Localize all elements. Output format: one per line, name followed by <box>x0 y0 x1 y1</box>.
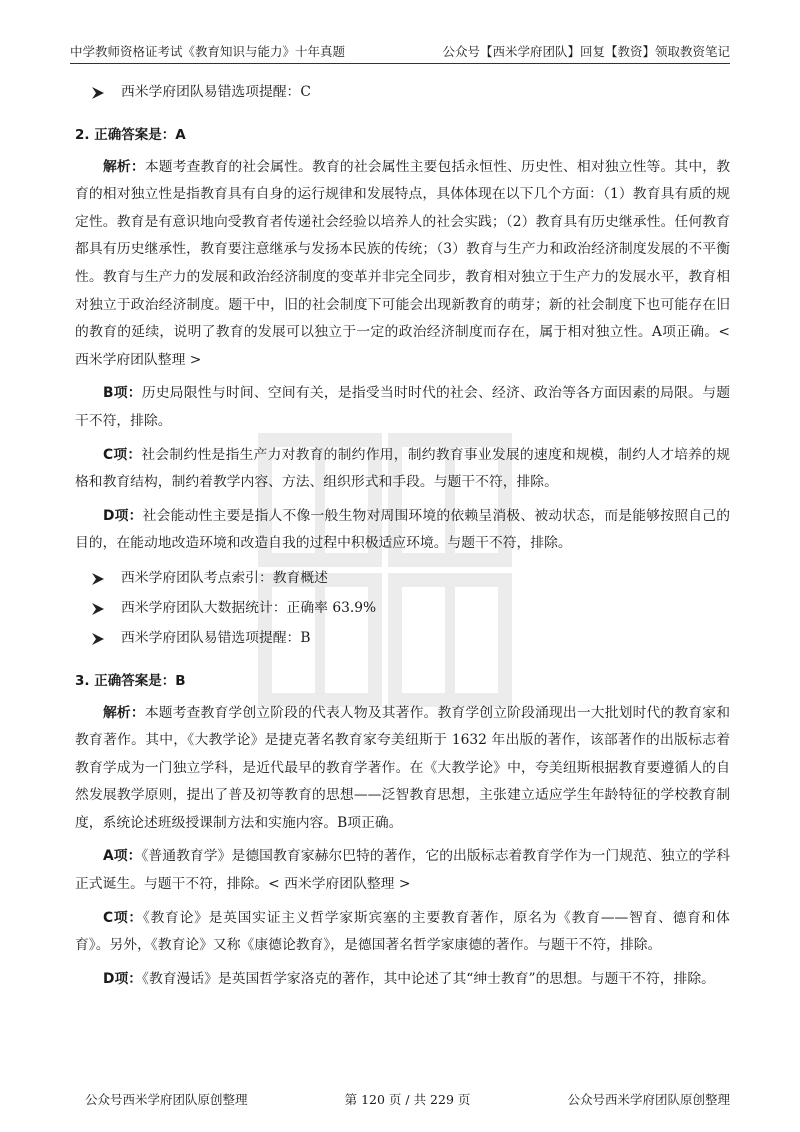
header-left: 中学教师资格证考试《教育知识与能力》十年真题 <box>70 44 346 59</box>
arrow-bullet-icon <box>91 632 105 646</box>
page-footer <box>85 1090 730 1108</box>
arrow-bullet-icon <box>91 86 105 100</box>
arrow-bullet-icon <box>91 572 105 586</box>
page-number: 第 120 页 / 共 229 页 <box>344 1092 471 1107</box>
list-item: 西米学府团队易错选项提醒：C <box>91 78 730 108</box>
list-item: 西米学府团队易错选项提醒：B <box>91 624 730 654</box>
page-content <box>75 78 730 999</box>
footer-left: 公众号西米学府团队原创整理 <box>85 1092 248 1107</box>
q3-option-d: D项：《教育漫话》是英国哲学家洛克的著作，其中论述了其“绅士教育”的思想。与题干不符，排除。 <box>103 970 715 987</box>
q2-option-b: B项：历史局限性与时间、空间有关，是指受当时时代的社会、经济、政治等各方面因素的局限。与题干不符，排除。 <box>75 385 730 429</box>
q2-analysis: 解析：本题考查教育的社会属性。教育的社会属性主要包括永恒性、历史性、相对独立性等。其中，教育的相对独立性是指教育具有自身的运行规律和发展特点，具体体现在以下几个方面：（1）教育具有质的规定性。教育是有意识地向受教育者传递社会经验以培养人的社会实践；（2）教育具有历史继承性。任何教育都具有历史继承性，教育要注意继承与发扬本民族的传统；（3）教育与生产力和政治经济制度发展的不平衡性。教育与生产力的发展和政治经济制度的变革并非完全同步，教育相对独立于生产力的发展水平，教育相对独立于政治经济制度。题干中，旧的社会制度下可能会出现新教育的萌芽；新的社会制度下也可能存在旧的教育的延续，说明了教育的发展可以独立于一定的政治经济制度而存在，属于相对独立性。A项正确。< 西米学府团队整理 > <box>75 158 731 368</box>
page-header <box>70 38 730 64</box>
q2-option-d: D项：社会能动性主要是指人不像一般生物对周围环境的依赖呈消极、被动状态，而是能够按照自己的目的，在能动地改造环境和改造自我的过程中积极适应环境。与题干不符，排除。 <box>75 507 730 552</box>
q2-option-c: C项：社会制约性是指生产力对教育的制约作用，制约教育事业发展的速度和规模，制约人才培养的规格和教育结构，制约着教学内容、方法、组织形式和手段。与题干不符，排除。 <box>75 446 730 491</box>
header-right: 公众号【西米学府团队】回复【教资】领取教资笔记 <box>442 44 730 59</box>
arrow-bullet-icon <box>91 602 105 616</box>
q3-analysis: 解析：本题考查教育学创立阶段的代表人物及其著作。教育学创立阶段涌现出一大批划时代的教育家和教育著作。其中，《大教学论》是捷克著名教育家夸美纽斯于 1632 年出版的著作，该部著作的出版标志着教育学成为一门独立学科，是近代最早的教育学著作。在《大教学论》中，夸美纽斯根据教育要遵循人的自然发展教学原则，提出了普及初等教育的思想——泛智教育思想，主张建立适应学生年龄特征的学校教育制度，系统论述班级授课制方法和实施内容。B项正确。 <box>75 704 731 831</box>
question-2-heading: 2. 正确答案是：A <box>75 127 186 143</box>
list-item: 西米学府团队考点索引：教育概述 <box>91 564 730 594</box>
q3-option-a: A项：《普通教育学》是德国教育家赫尔巴特的著作，它的出版标志着教育学作为一门规范、独立的学科正式诞生。与题干不符，排除。< 西米学府团队整理 > <box>75 848 730 893</box>
q3-option-c: C项：《教育论》是英国实证主义哲学家斯宾塞的主要教育著作，原名为《教育——智育、德育和体育》。另外，《教育论》又称《康德论教育》，是德国著名哲学家康德的著作。与题干不符，排除。 <box>75 909 730 954</box>
question-3-heading: 3. 正确答案是：B <box>75 672 186 689</box>
list-item: 西米学府团队大数据统计：正确率 63.9% <box>91 594 730 624</box>
footer-right: 公众号西米学府团队原创整理 <box>567 1092 730 1107</box>
